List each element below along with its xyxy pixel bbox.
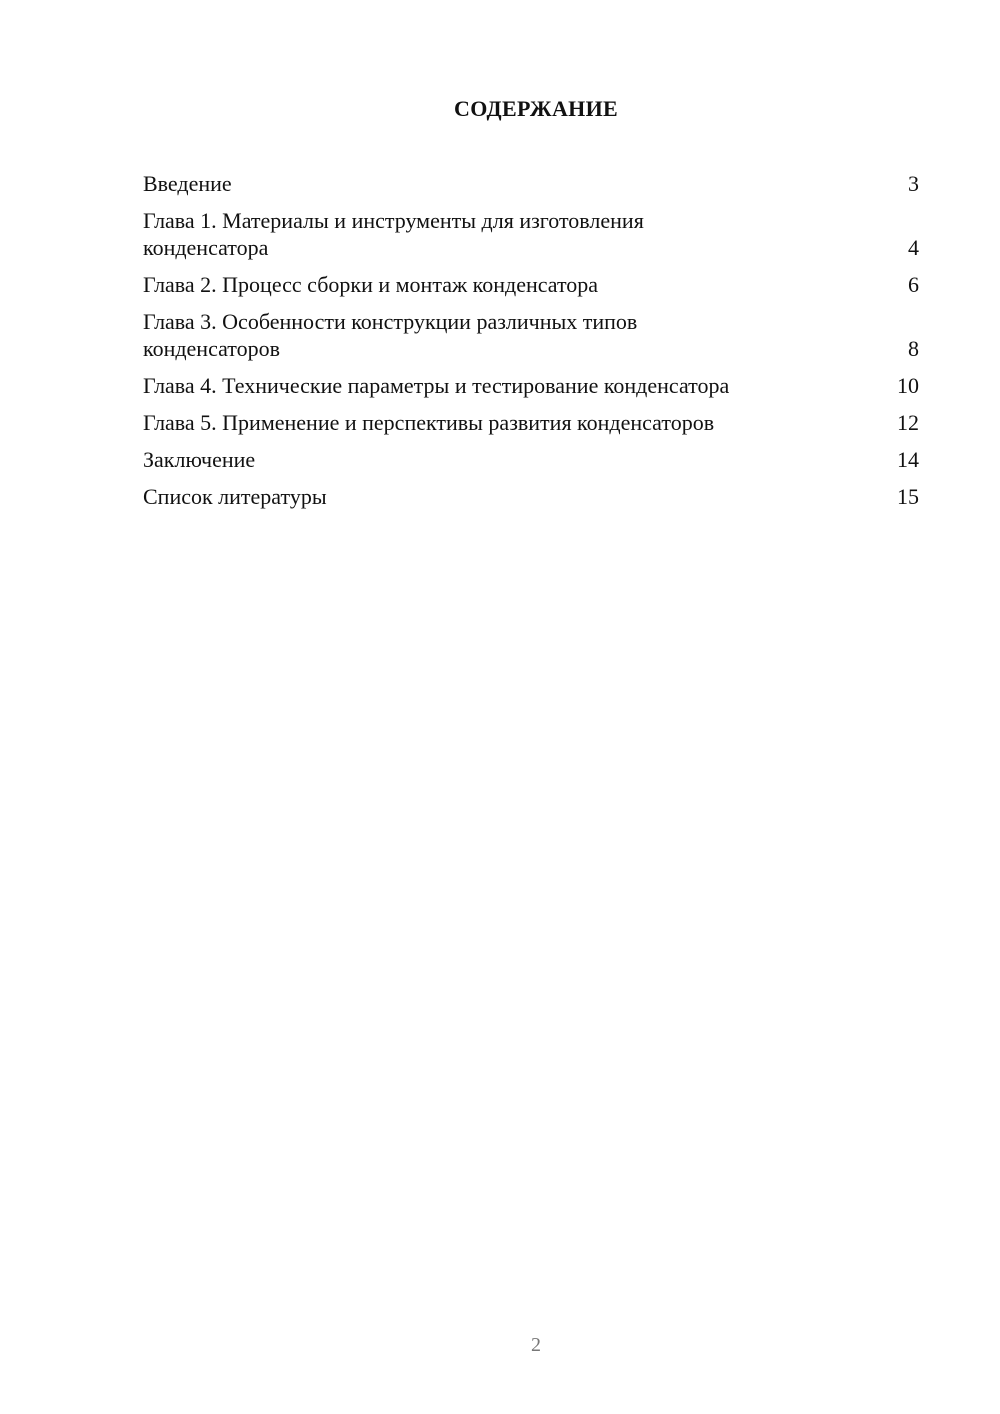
- toc-entry-text: Глава 2. Процесс сборки и монтаж конденсатора: [143, 272, 599, 297]
- toc-entry-text: Глава 4. Технические параметры и тестирование конденсатора: [143, 373, 730, 398]
- toc-entry-chapter-2[interactable]: [143, 271, 919, 298]
- toc-entry-page: 8: [908, 336, 919, 361]
- toc-entry-page: 15: [897, 484, 919, 509]
- toc-entry-page: 3: [908, 171, 919, 196]
- toc-entry-page: 14: [897, 447, 919, 472]
- toc-entry-chapter-1[interactable]: [143, 207, 919, 261]
- toc-entry-chapter-5[interactable]: [143, 409, 919, 436]
- toc-entry-text: Введение: [143, 171, 232, 196]
- toc-entry-text: Глава 3. Особенности конструкции различных типов конденсаторов: [143, 309, 638, 361]
- table-of-contents: [143, 170, 919, 520]
- toc-entry-page: 4: [908, 235, 919, 260]
- toc-entry-page: 10: [897, 373, 919, 398]
- toc-entry-page: 12: [897, 410, 919, 435]
- toc-entry-page: 6: [908, 272, 919, 297]
- toc-entry-text: Заключение: [143, 447, 256, 472]
- toc-entry-text: Глава 1. Материалы и инструменты для изготовления конденсатора: [143, 208, 644, 260]
- toc-entry-text: Глава 5. Применение и перспективы развития конденсаторов: [143, 410, 715, 435]
- toc-entry-introduction[interactable]: [143, 170, 919, 197]
- toc-entry-chapter-4[interactable]: [143, 372, 919, 399]
- toc-entry-chapter-3[interactable]: [143, 308, 919, 362]
- toc-entry-references[interactable]: [143, 483, 919, 510]
- toc-entry-conclusion[interactable]: [143, 446, 919, 473]
- page-number: 2: [531, 1334, 541, 1356]
- toc-entry-text: Список литературы: [143, 484, 327, 509]
- toc-title: СОДЕРЖАНИЕ: [454, 96, 618, 121]
